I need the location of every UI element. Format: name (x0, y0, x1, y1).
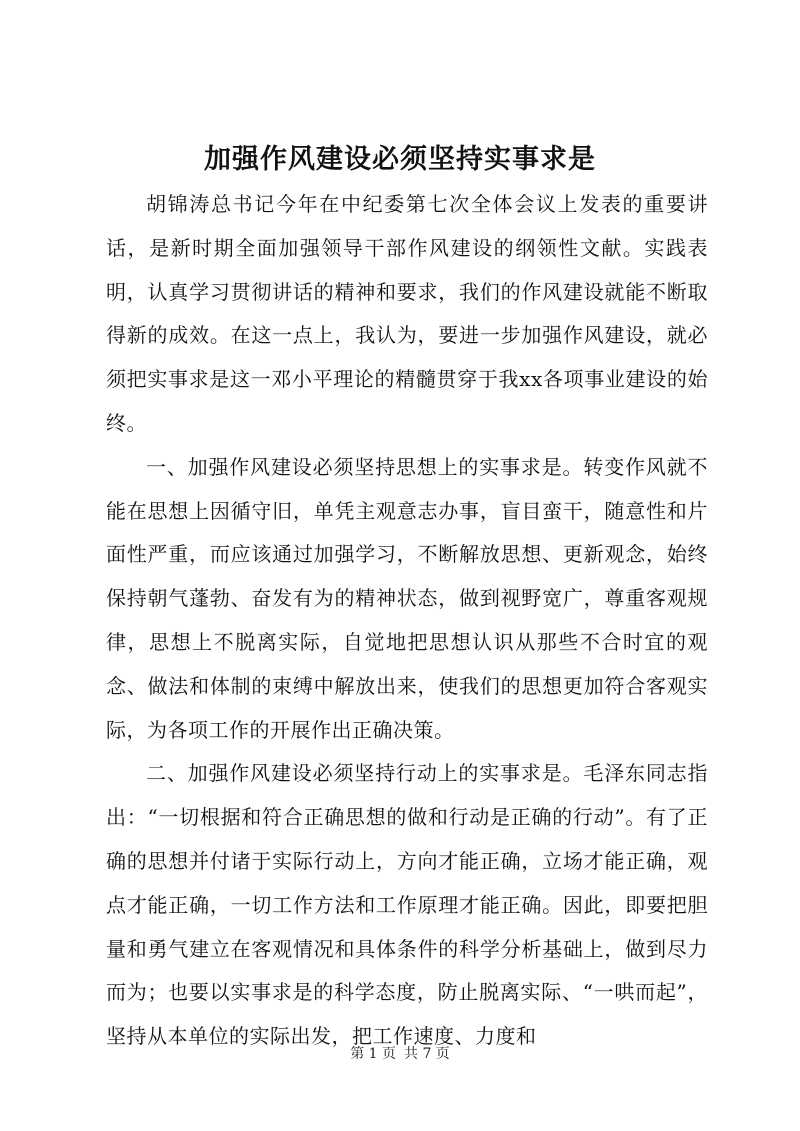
paragraph-section-two: 二、加强作风建设必须坚持行动上的实事求是。毛泽东同志指出：“一切根据和符合正确思想的做和行动是正确的行动”。有了正确的思想并付诸于实际行动上，方向才能正确，立场才能正确，观点才能正确，一切工作方法和工作原理才能正确。因此，即要把胆量和勇气建立在客观情况和具体条件的科学分析基础上，做到尽力而为；也要以实事求是的科学态度，防止脱离实际、“一哄而起”，坚持从本单位的实际出发，把工作速度、力度和 (106, 761, 708, 1049)
paragraph-intro: 胡锦涛总书记今年在中纪委第七次全体会议上发表的重要讲话，是新时期全面加强领导干部作风建设的纲领性文献。实践表明，认真学习贯彻讲话的精神和要求，我们的作风建设就能不断取得新的成效。在这一点上，我认为，要进一步加强作风建设，就必须把实事求是这一邓小平理论的精髓贯穿于我xx各项事业建设的始终。 (106, 192, 708, 435)
paragraph-section-one: 一、加强作风建设必须坚持思想上的实事求是。转变作风就不能在思想上因循守旧，单凭主观意志办事，盲目蛮干，随意性和片面性严重，而应该通过加强学习，不断解放思想、更新观念，始终保持朝气蓬勃、奋发有为的精神状态，做到视野宽广，尊重客观规律，思想上不脱离实际，自觉地把思想认识从那些不合时宜的观念、做法和体制的束缚中解放出来，使我们的思想更加符合客观实际，为各项工作的开展作出正确决策。 (106, 454, 708, 742)
document-title: 加强作风建设必须坚持实事求是 (204, 144, 596, 175)
document-body (106, 183, 708, 1059)
page-footer (0, 1044, 800, 1064)
page-total: 共 7 页 (404, 1046, 450, 1062)
page-number: 第 1 页 (350, 1046, 396, 1062)
